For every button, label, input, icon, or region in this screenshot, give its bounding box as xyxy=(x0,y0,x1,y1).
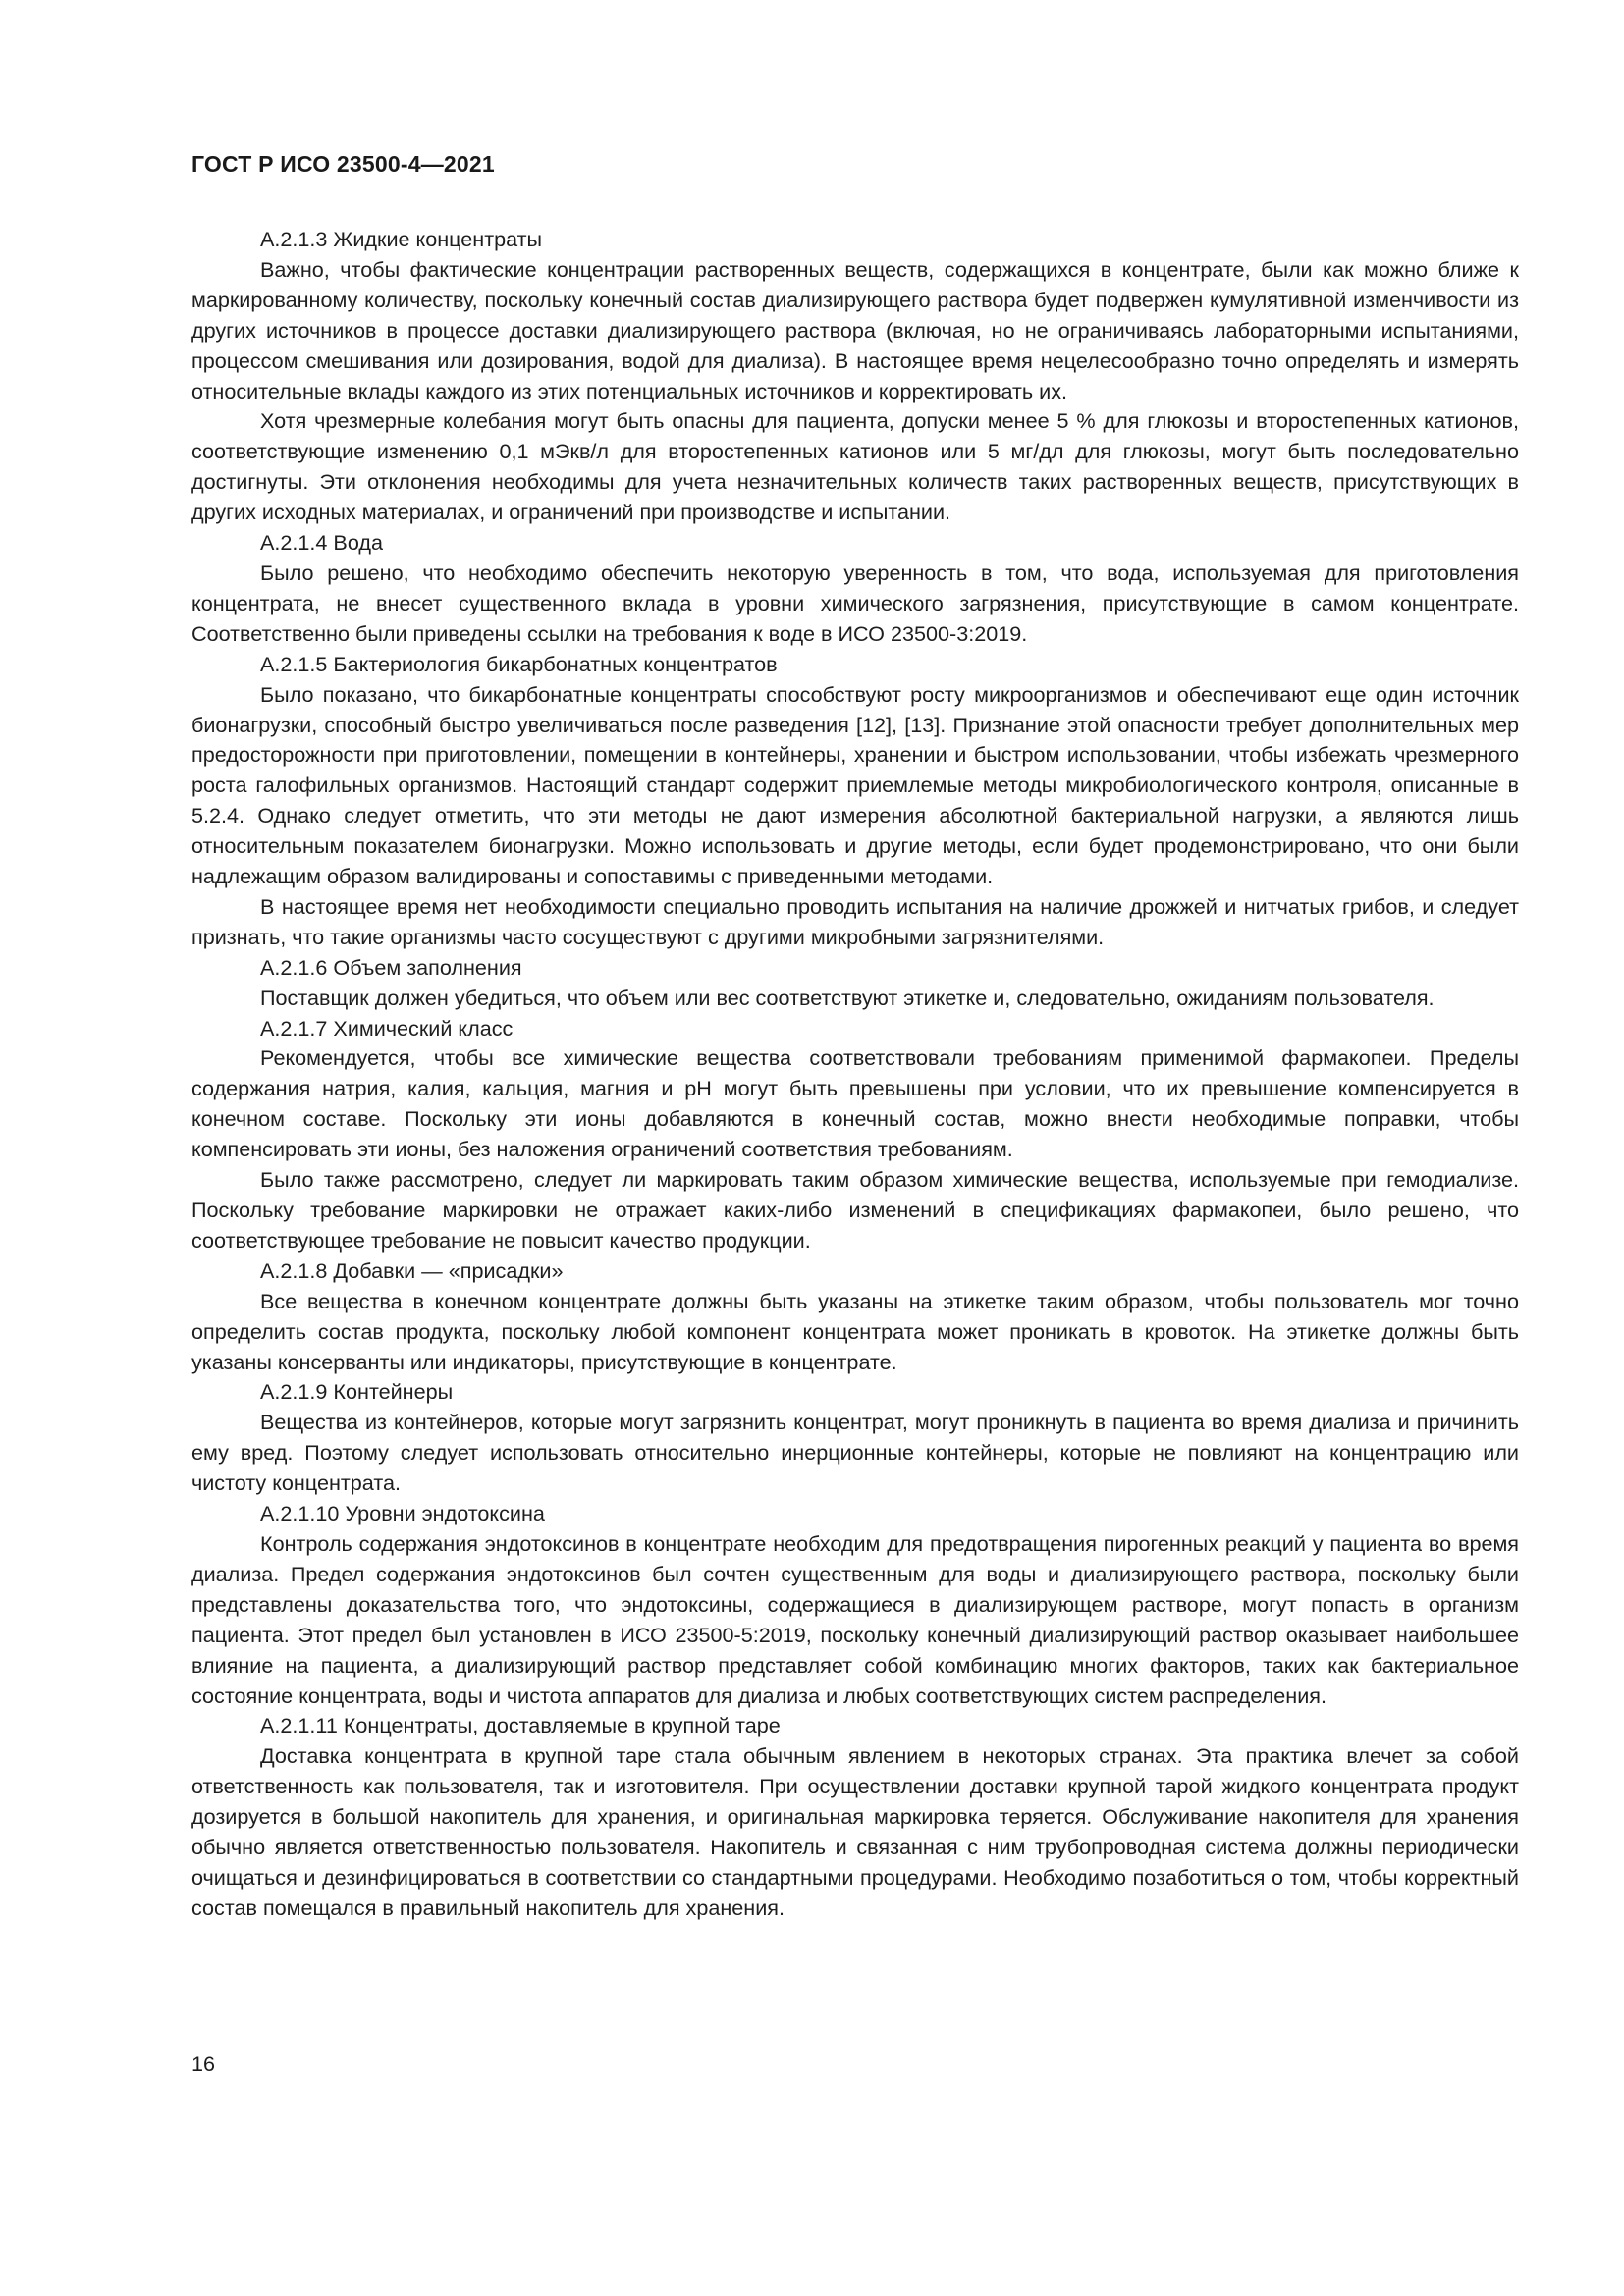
document-body xyxy=(191,225,1519,1924)
paragraph: Доставка концентрата в крупной таре стала обычным явлением в некоторых странах. Эта практика влечет за собой ответственность как пользователя, так и изготовителя. При осуществлении доставки крупной тарой жидкого концентрата продукт дозируется в большой накопитель для хранения, и оригинальная маркировка теряется. Обслуживание накопителя для хранения обычно является ответственностью пользователя. Накопитель и связанная с ним трубопроводная система должны периодически очищаться и дезинфицироваться в соответствии со стандартными процедурами. Необходимо позаботиться о том, чтобы корректный состав помещался в правильный накопитель для хранения. xyxy=(191,1743,1519,1920)
section-heading: А.2.1.9 Контейнеры xyxy=(260,1379,454,1405)
section-heading: А.2.1.5 Бактериология бикарбонатных концентратов xyxy=(260,651,778,676)
paragraph: Было показано, что бикарбонатные концентраты способствуют росту микроорганизмов и обеспечивают еще один источник бионагрузки, способный быстро увеличиваться после разведения [12], [13]. Признание этой опасности требует дополнительных мер предосторожности при приготовлении, помещении в контейнеры, хранении и быстром использовании, чтобы избежать чрезмерного роста галофильных организмов. Настоящий стандарт содержит приемлемые методы микробиологического контроля, описанные в 5.2.4. Однако следует отметить, что эти методы не дают измерения абсолютной бактериальной нагрузки, а являются лишь относительным показателем бионагрузки. Можно использовать и другие методы, если будет продемонстрировано, что они были надлежащим образом валидированы и сопоставимы с приведенными методами. xyxy=(191,681,1519,889)
section-heading: А.2.1.8 Добавки — «присадки» xyxy=(260,1257,564,1283)
paragraph: Было также рассмотрено, следует ли маркировать таким образом химические вещества, используемые при гемодиализе. Поскольку требование маркировки не отражает каких-либо изменений в спецификациях фармакопеи, было решено, что соответствующее требование не повысит качество продукции. xyxy=(191,1167,1519,1253)
section-heading: А.2.1.3 Жидкие концентраты xyxy=(260,227,543,251)
paragraph: Важно, чтобы фактические концентрации растворенных веществ, содержащихся в концентрате, были как можно ближе к маркированному количеству, поскольку конечный состав диализирующего раствора будет подвержен кумулятивной изменчивости из других источников в процессе доставки диализирующего раствора (включая, но не ограничиваясь лабораторными испытаниями, процессом смешивания или дозирования, водой для диализа). В настоящее время нецелесообразно точно определять и измерять относительные вклады каждого из этих потенциальных источников и корректировать их. xyxy=(191,256,1519,403)
document-header: ГОСТ Р ИСО 23500-4—2021 xyxy=(191,151,495,177)
paragraph: Контроль содержания эндотоксинов в концентрате необходим для предотвращения пирогенных реакций у пациента во время диализа. Предел содержания эндотоксинов был сочтен существенным для воды и диализирующего раствора, поскольку были представлены доказательства того, что эндотоксины, содержащиеся в диализирующем растворе, могут попасть в организм пациента. Этот предел был установлен в ИСО 23500-5:2019, поскольку конечный диализирующий раствор оказывает наибольшее влияние на пациента, а диализирующий раствор представляет собой комбинацию многих факторов, таких как бактериальное состояние концентрата, воды и чистота аппаратов для диализа и любых соответствующих систем распределения. xyxy=(191,1530,1519,1708)
paragraph: Вещества из контейнеров, которые могут загрязнить концентрат, могут проникнуть в пациента во время диализа и причинить ему вред. Поэтому следует использовать относительно инерционные контейнеры, которые не повлияют на концентрацию или чистоту концентрата. xyxy=(191,1410,1519,1496)
section-heading: А.2.1.7 Химический класс xyxy=(260,1015,514,1041)
paragraph: Все вещества в конечном концентрате должны быть указаны на этикетке таким образом, чтобы пользователь мог точно определить состав продукта, поскольку любой компонент концентрата может проникать в кровоток. На этикетке должны быть указаны консерванты или индикаторы, присутствующие в концентрате. xyxy=(191,1288,1519,1374)
page-number: 16 xyxy=(191,2052,216,2076)
section-heading: А.2.1.11 Концентраты, доставляемые в крупной таре xyxy=(260,1713,781,1738)
paragraph: Было решено, что необходимо обеспечить некоторую уверенность в том, что вода, используемая для приготовления концентрата, не внесет существенного вклада в уровни химического загрязнения, присутствующие в самом концентрате. Соответственно были приведены ссылки на требования к воде в ИСО 23500-3:2019. xyxy=(191,560,1519,646)
section-heading: А.2.1.6 Объем заполнения xyxy=(260,954,522,980)
section-heading: А.2.1.10 Уровни эндотоксина xyxy=(260,1501,545,1526)
paragraph: Хотя чрезмерные колебания могут быть опасны для пациента, допуски менее 5 % для глюкозы и второстепенных катионов, соответствующие изменению 0,1 мЭкв/л для второстепенных катионов или 5 мг/дл для глюкозы, могут быть последовательно достигнуты. Эти отклонения необходимы для учета незначительных количеств таких растворенных веществ, присутствующих в других исходных материалах, и ограничений при производстве и испытании. xyxy=(191,408,1519,525)
section-heading: А.2.1.4 Вода xyxy=(260,530,383,556)
paragraph: Рекомендуется, чтобы все химические вещества соответствовали требованиям применимой фармакопеи. Пределы содержания натрия, калия, кальция, магния и pH могут быть превышены при условии, что их превышение компенсируется в конечном составе. Поскольку эти ионы добавляются в конечный состав, можно внести необходимые поправки, чтобы компенсировать эти ионы, без наложения ограничений соответствия требованиям. xyxy=(191,1045,1519,1162)
paragraph: Поставщик должен убедиться, что объем или вес соответствуют этикетке и, следовательно, ожиданиям пользователя. xyxy=(260,985,1435,1010)
paragraph: В настоящее время нет необходимости специально проводить испытания на наличие дрожжей и нитчатых грибов, и следует признать, что такие организмы часто сосуществуют с другими микробными загрязнителями. xyxy=(191,893,1519,949)
